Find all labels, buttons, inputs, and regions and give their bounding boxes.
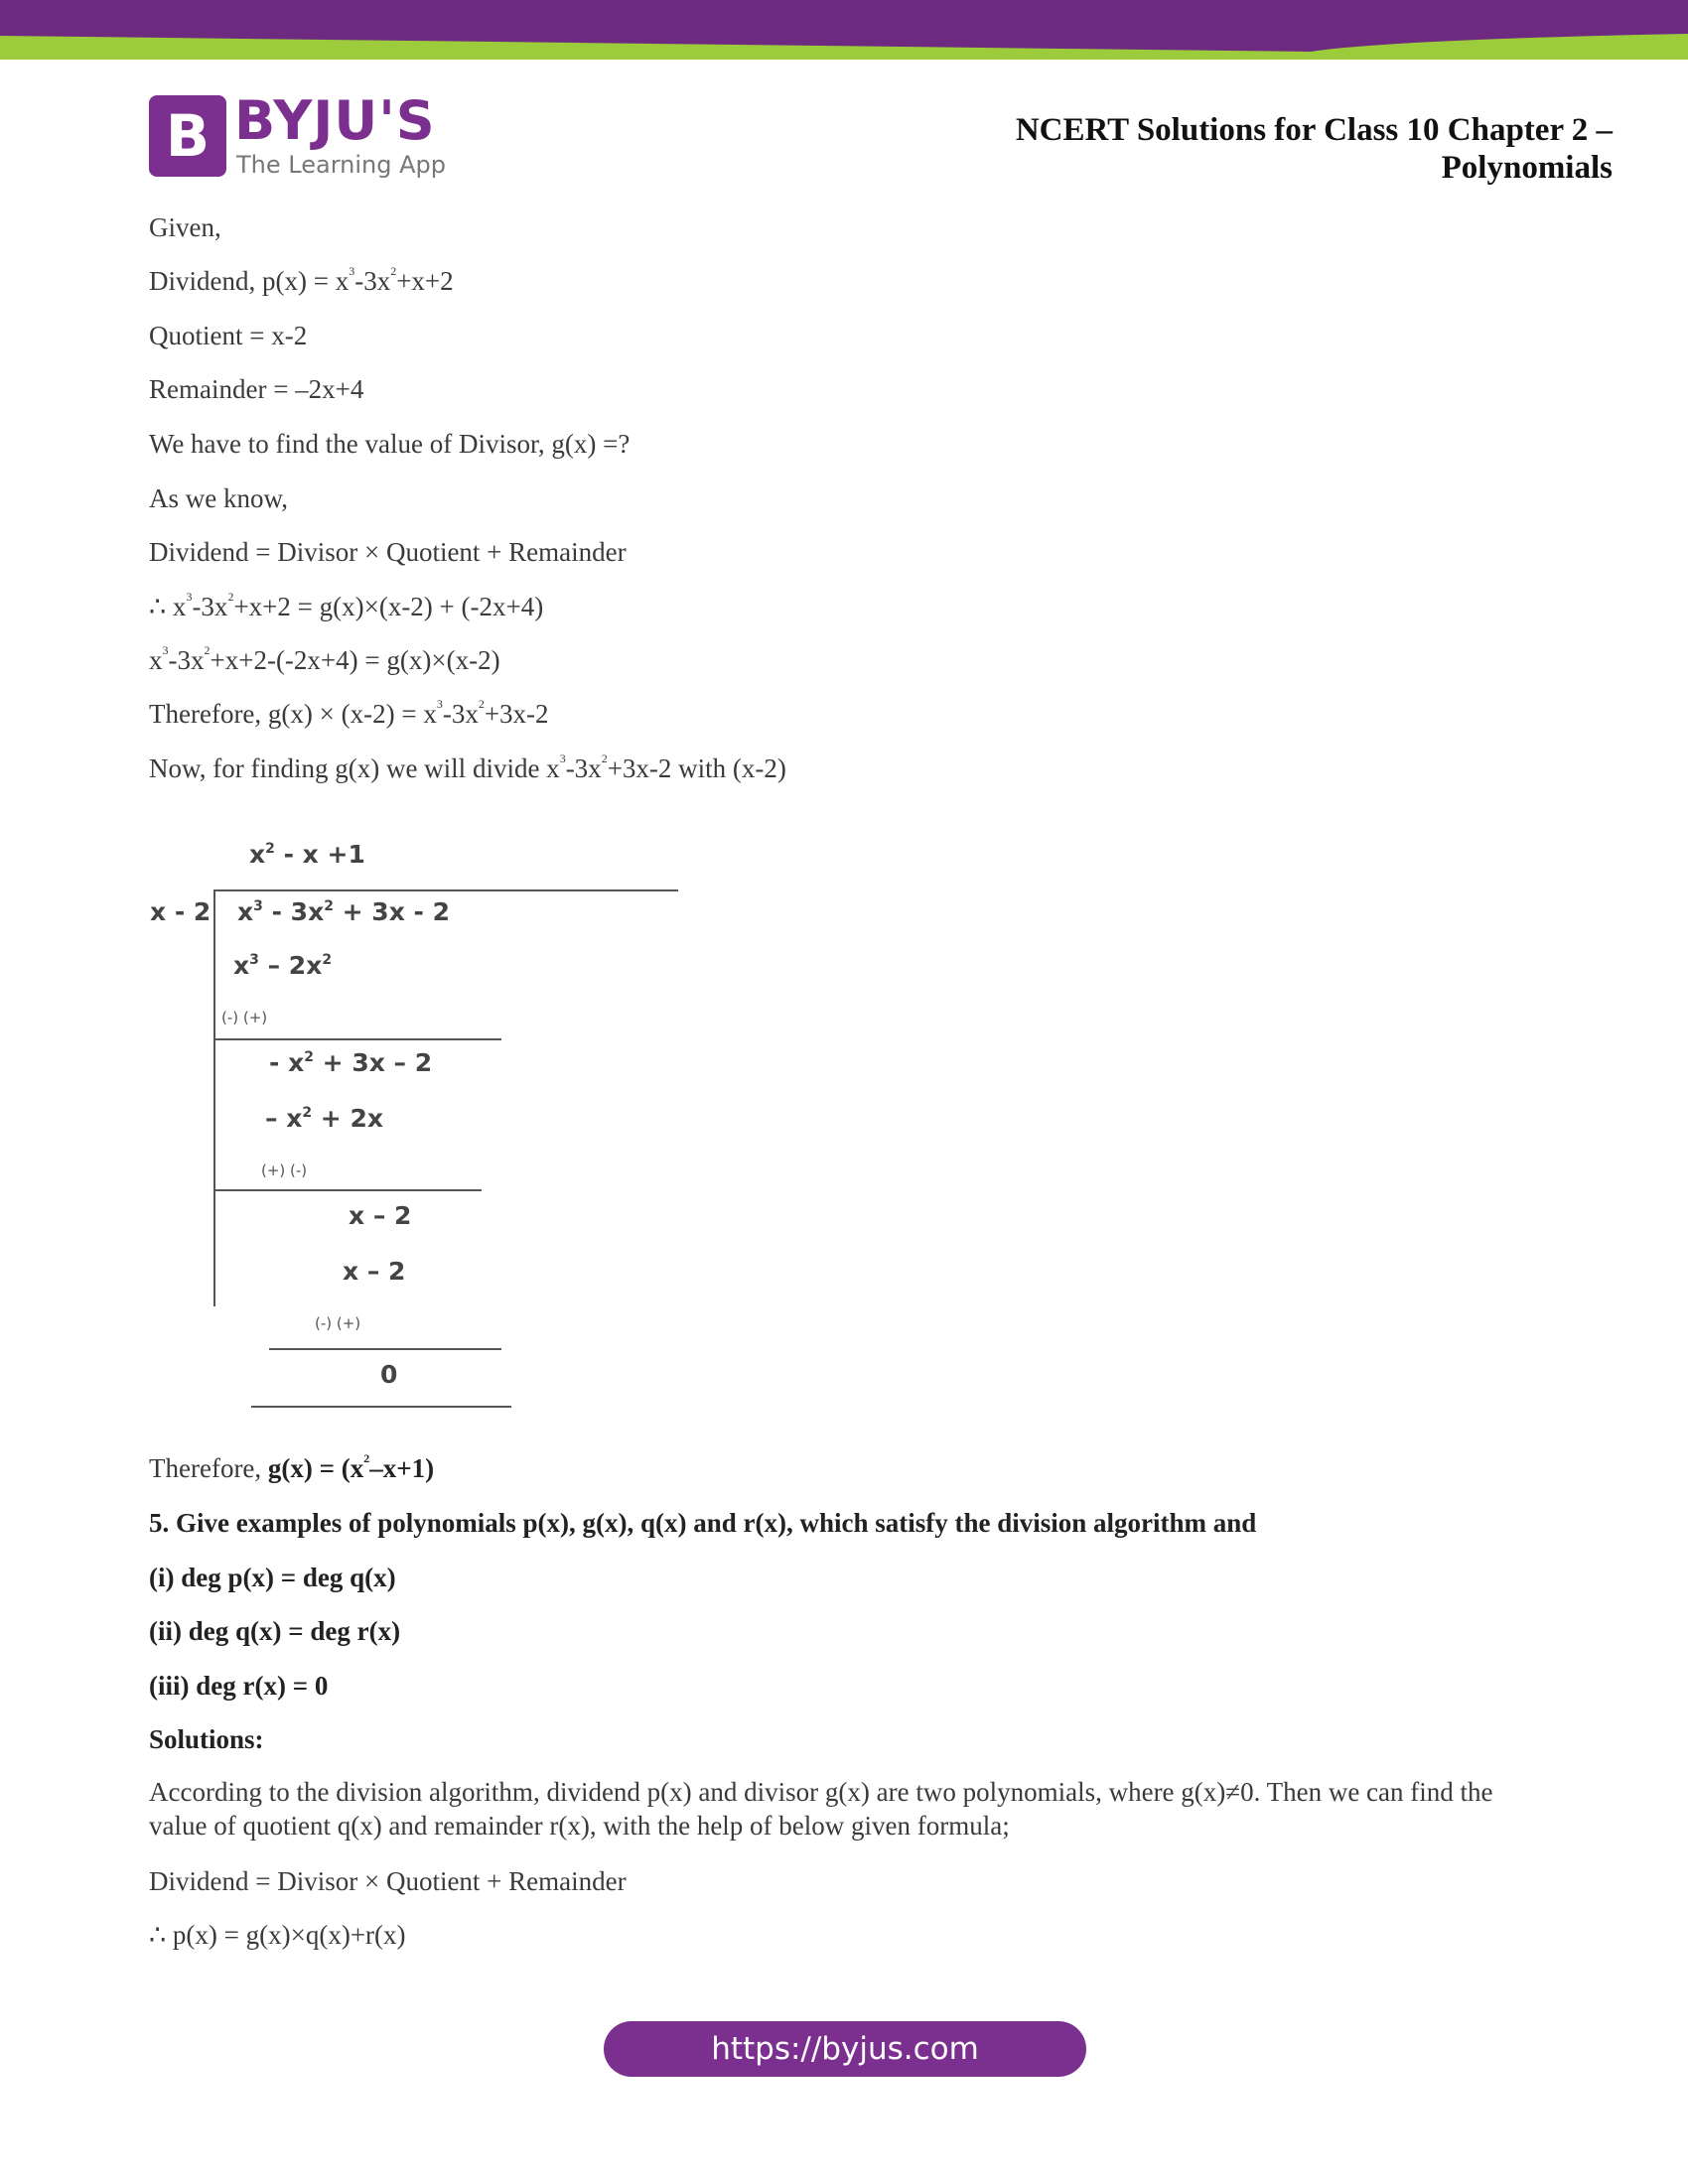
text-formula: Dividend = Divisor × Quotient + Remainder xyxy=(149,537,627,567)
division-dividend: $x^3 - 3x^2 + 3x - 2$ xyxy=(237,897,451,926)
text-formula-2: Dividend = Divisor × Quotient + Remainder xyxy=(149,1866,627,1896)
text-remainder: Remainder = –2x+4 xyxy=(149,374,364,404)
text-quotient: Quotient = x-2 xyxy=(149,321,308,350)
top-banner xyxy=(0,0,1688,60)
question-5-part-ii: (ii) deg q(x) = deg r(x) xyxy=(149,1616,401,1646)
text-now-divide: Now, for finding g(x) we will divide $x^3-3x^2+3x-2$ with (x-2) xyxy=(149,751,786,783)
division-line-3 xyxy=(269,1348,501,1350)
division-remainder-2: x – 2 xyxy=(349,1201,412,1230)
division-quotient: $x^2 - x +1$ xyxy=(249,840,365,869)
logo-tagline: The Learning App xyxy=(236,151,446,179)
solution-paragraph: According to the division algorithm, dividend p(x) and divisor g(x) are two polynomials, where g(x)≠0. Then we can find the value of quotient q(x) and remainder r(x), with the help of below given formula; xyxy=(149,1777,1493,1841)
division-signs-3: (-) (+) xyxy=(315,1314,361,1332)
question-5-part-iii: (iii) deg r(x) = 0 xyxy=(149,1671,329,1701)
division-signs-2: (+) (-) xyxy=(261,1161,308,1179)
text-as-we-know: As we know, xyxy=(149,483,288,513)
logo-name: BYJU'S xyxy=(234,89,436,152)
division-line-1 xyxy=(213,1038,501,1040)
equation-3: Therefore, $g(x) \times (x-2) = x^3-3x^2+3x-2$ xyxy=(149,697,549,729)
equation-1: ∴ $x^3-3x^2+x+2 = g(x)\times(x-2) + (-2x+4)$ xyxy=(149,590,544,621)
division-step-3: x – 2 xyxy=(343,1257,406,1286)
division-line-2 xyxy=(213,1189,482,1191)
page-title xyxy=(1016,111,1613,187)
text-given: Given, xyxy=(149,212,221,242)
division-final-remainder: 0 xyxy=(380,1360,398,1389)
footer-url-link[interactable]: https://byjus.com xyxy=(604,2021,1086,2077)
byjus-logo xyxy=(149,89,446,181)
text-result: Therefore, $g(x) = (x^2-x+1)$ xyxy=(149,1451,435,1483)
question-5: 5. Give examples of polynomials p(x), g(x), q(x) and r(x), which satisfy the division algorithm and xyxy=(149,1508,1257,1538)
text-final-formula: ∴ p(x) = g(x)×q(x)+r(x) xyxy=(149,1920,406,1950)
title-line-1: NCERT Solutions for Class 10 Chapter 2 – xyxy=(1015,112,1613,148)
question-5-part-i: (i) deg p(x) = deg q(x) xyxy=(149,1563,396,1592)
division-bracket xyxy=(213,889,215,1306)
logo-initial: B xyxy=(165,102,211,170)
division-step-1: $x^3 - 2x^2$ xyxy=(233,951,333,980)
equation-2: $x^3-3x^2+x+2-(-2x+4) = g(x)\times(x-2)$ xyxy=(149,643,500,675)
logo-mark xyxy=(149,95,226,177)
division-remainder-1: - $x^2 + 3x - 2$ xyxy=(269,1048,433,1077)
division-bar xyxy=(213,889,678,891)
text-dividend: Dividend, $p(x) = x^3-3x^2+x+2$ xyxy=(149,264,454,296)
division-step-2: – $x^2 + 2x$ xyxy=(265,1104,383,1133)
long-division-figure xyxy=(144,814,730,1430)
solutions-heading: Solutions: xyxy=(149,1724,264,1754)
text-find-divisor: We have to find the value of Divisor, g(x) =? xyxy=(149,429,631,459)
title-line-2: Polynomials xyxy=(1441,150,1613,186)
division-divisor: x - 2 xyxy=(150,897,211,926)
division-signs-1: (-) (+) xyxy=(221,1009,268,1026)
division-line-4 xyxy=(251,1406,511,1408)
